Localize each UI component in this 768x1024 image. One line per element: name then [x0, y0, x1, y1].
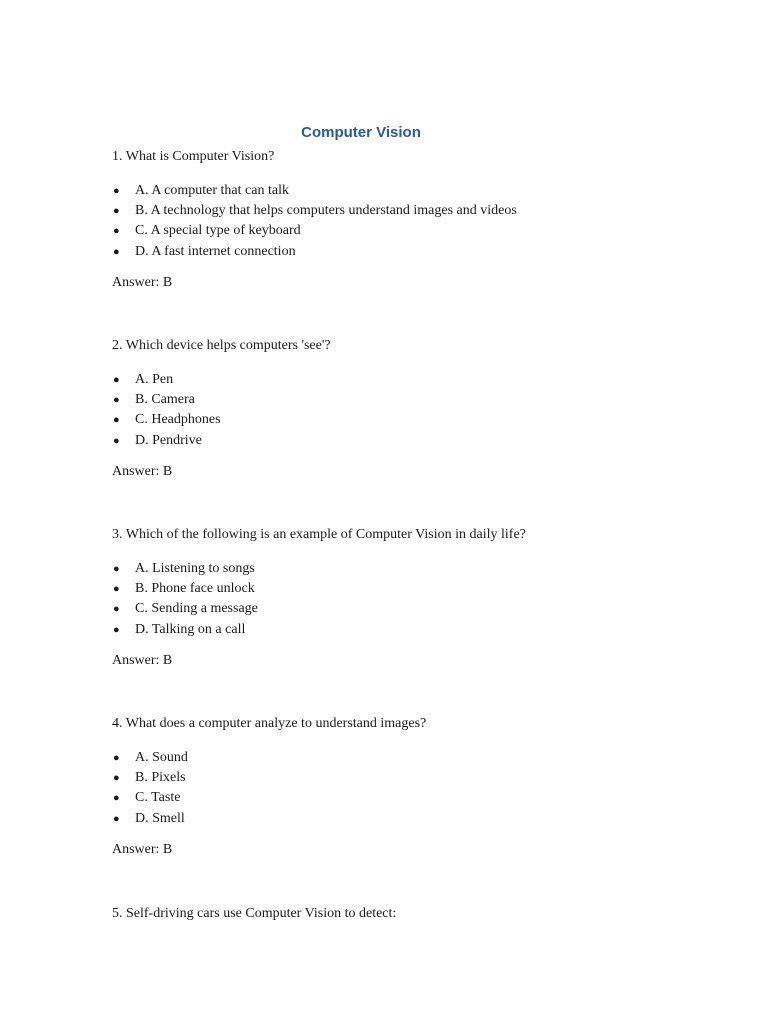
- answer-text: Answer: B: [112, 274, 173, 290]
- option-label: B. Camera: [135, 392, 195, 408]
- answer-text: Answer: B: [112, 463, 173, 479]
- option-item: [112, 768, 672, 788]
- option-item: [112, 242, 672, 262]
- bullet-icon: ●: [113, 374, 120, 386]
- bullet-icon: ●: [113, 245, 120, 258]
- bullet-icon: ●: [113, 752, 120, 764]
- option-item: [112, 390, 672, 410]
- bullet-icon: ●: [113, 414, 120, 427]
- question-2: [112, 337, 672, 481]
- option-label: D. Pendrive: [135, 432, 202, 448]
- option-item: [112, 201, 672, 221]
- options-list: [112, 181, 672, 262]
- answer-text: Answer: B: [112, 652, 173, 668]
- option-label: D. Smell: [135, 810, 185, 826]
- option-item: [112, 221, 672, 241]
- question-5: [112, 905, 672, 923]
- question-text: 1. What is Computer Vision?: [112, 149, 275, 164]
- option-label: D. Talking on a call: [135, 621, 246, 637]
- bullet-icon: ●: [113, 583, 120, 596]
- document-title: Computer Vision: [301, 124, 421, 141]
- bullet-icon: ●: [113, 623, 120, 636]
- bullet-icon: ●: [113, 434, 120, 447]
- bullet-icon: ●: [113, 792, 120, 805]
- bullet-icon: ●: [113, 563, 120, 575]
- options-list: [112, 559, 672, 640]
- option-label: C. Headphones: [135, 412, 221, 428]
- bullet-icon: ●: [113, 394, 120, 407]
- question-text: 4. What does a computer analyze to understand images?: [112, 716, 427, 731]
- question-3: [112, 526, 672, 670]
- question-text: 5. Self-driving cars use Computer Vision to detect:: [112, 906, 397, 921]
- answer-text: Answer: B: [112, 841, 173, 857]
- question-4: [112, 715, 672, 859]
- option-label: A. Pen: [135, 372, 174, 387]
- option-item: [112, 431, 672, 451]
- bullet-icon: ●: [113, 225, 120, 238]
- question-text: 3. Which of the following is an example of Computer Vision in daily life?: [112, 527, 526, 542]
- option-item: [112, 748, 672, 768]
- option-item: [112, 599, 672, 619]
- bullet-icon: ●: [113, 185, 120, 197]
- option-item: [112, 370, 672, 390]
- option-item: [112, 579, 672, 599]
- question-1: [112, 148, 672, 292]
- question-text: 2. Which device helps computers 'see'?: [112, 338, 331, 353]
- option-item: [112, 809, 672, 829]
- option-label: B. Pixels: [135, 770, 186, 786]
- option-label: B. A technology that helps computers understand images and videos: [135, 203, 517, 219]
- option-item: [112, 410, 672, 430]
- option-label: B. Phone face unlock: [135, 581, 255, 597]
- options-list: [112, 748, 672, 829]
- options-list: [112, 370, 672, 451]
- bullet-icon: ●: [113, 812, 120, 825]
- option-item: [112, 620, 672, 640]
- option-label: A. Sound: [135, 750, 188, 765]
- option-label: C. Sending a message: [135, 601, 258, 617]
- bullet-icon: ●: [113, 772, 120, 785]
- option-label: C. A special type of keyboard: [135, 223, 301, 239]
- bullet-icon: ●: [113, 603, 120, 616]
- option-label: C. Taste: [135, 790, 181, 806]
- bullet-icon: ●: [113, 205, 120, 218]
- option-item: [112, 788, 672, 808]
- option-label: A. Listening to songs: [135, 561, 255, 576]
- option-item: [112, 559, 672, 579]
- option-item: [112, 181, 672, 201]
- option-label: A. A computer that can talk: [135, 183, 289, 198]
- option-label: D. A fast internet connection: [135, 243, 296, 259]
